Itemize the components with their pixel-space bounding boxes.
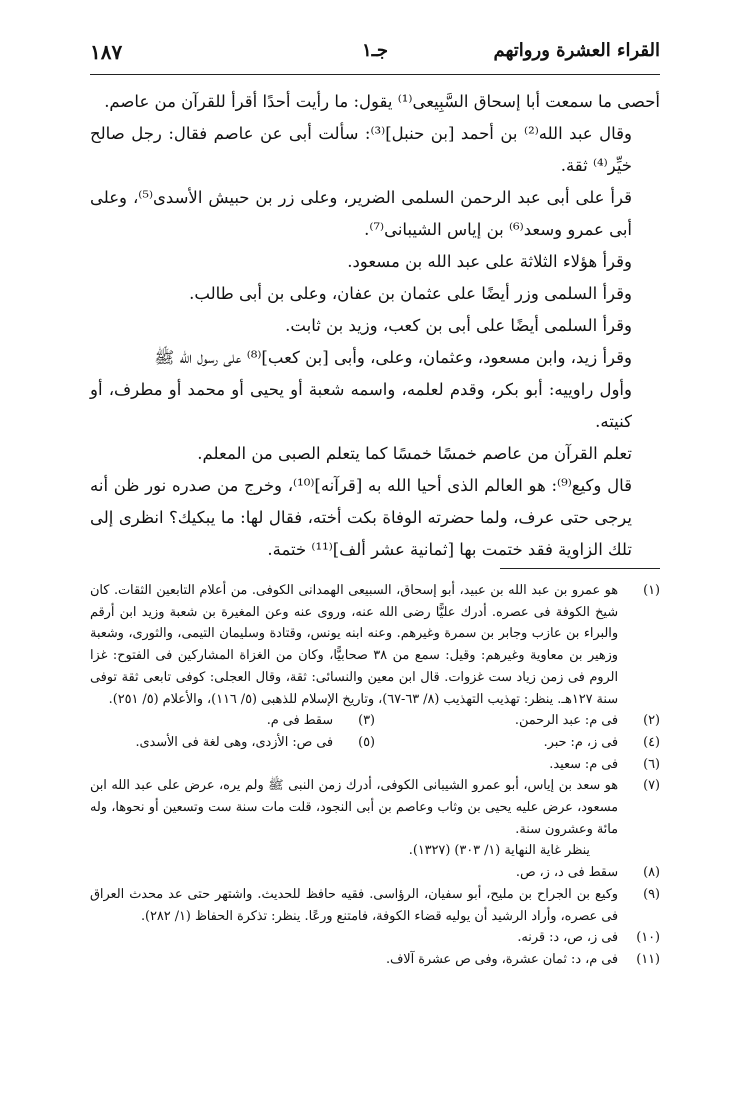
footnote-text: وكيع بن الجراح بن مليح، أبو سفيان، الرؤاسى. فقيه حافظ للحديث. واشتهر حتى عد محدث العراق فى عصره، وأراد الرشيد أن يوليه قضاء الكوفة، فامتنع ورعًا. ينظر: تذكرة الحفاظ (١/ ٢٨٢).	[90, 886, 618, 924]
paragraph: وقال عبد الله⁽²⁾ بن أحمد [بن حنبل]⁽³⁾: سألت أبى عن عاصم فقال: رجل صالح خيِّر⁽⁴⁾ ثقة.	[90, 124, 633, 175]
paragraph: أحصى ما سمعت أبا إسحاق السَّبِيعى⁽¹⁾ يقول: ما رأيت أحدًا أقرأ للقرآن من عاصم.	[104, 92, 660, 111]
book-title: القراء العشرة ورواتهم	[493, 40, 660, 61]
paragraph: وقرأ هؤلاء الثلاثة على عبد الله بن مسعود.	[347, 252, 632, 271]
paragraph: وأول راوييه: أبو بكر، وقدم لعلمه، واسمه شعبة أو يحيى أو محمد أو مطرف، أو كنيته.	[90, 380, 632, 431]
footnote-number: (١)	[643, 583, 660, 598]
paragraph: تعلم القرآن من عاصم خمسًا خمسًا كما يتعلم الصبى من المعلم.	[197, 444, 632, 463]
footnote-number: (٢)	[643, 713, 660, 729]
footnote-number: (١٠)	[636, 930, 660, 946]
footnote-number: (٤)	[643, 734, 660, 750]
paragraph: قرأ على أبى عبد الرحمن السلمى الضرير، وعلى زر بن حبيش الأسدى⁽⁵⁾، وعلى أبى عمرو وسعد⁽⁶⁾ بن إياس الشيبانى⁽⁷⁾.	[90, 188, 632, 239]
footnote	[90, 732, 375, 754]
footnote-text: هو عمرو بن عبد الله بن عبيد، أبو إسحاق، السبيعى الهمدانى الكوفى. من أعلام التابعين الثقات. كان شيخ الكوفة فى عصره. أدرك عليًّا رضى الله عنه، وروى عنه وعن المغيرة بن شعبة وزيد ابن أرقم والبراء بن عازب وجابر بن سمرة وغيرهم. وعنه ابنه يونس، وقتادة وسليمان التيمى، والثورى، وشعبة وزهير بن معاوية وغيرهم: وقيل: سمع من ٣٨ صحابيًّا، وكان من الغزاة المشاركين فى الفتوح: غزا الروم فى زمن زياد ست غزوات. قال ابن معين والنسائى: ثقة، وقال العجلى: كوفى تابعى ثقة توفى سنة ١٢٧هـ. ينظر: تهذيب التهذيب (٨/ ٦٣-٦٧)، وتاريخ الإسلام للذهبى (٥/ ١١٦)، والأعلام (٥/ ٢٥١).	[90, 583, 618, 707]
footnote	[90, 775, 660, 840]
footnote	[90, 927, 660, 949]
running-header	[90, 40, 660, 75]
footnote-row	[90, 732, 660, 754]
footnote	[90, 949, 660, 971]
footnote-text: فى ص: الأزدى، وهى لغة فى الأسدى.	[135, 734, 333, 750]
footnotes	[90, 580, 660, 971]
footnote	[90, 862, 660, 884]
footnote	[90, 710, 375, 732]
footnote-number: (٨)	[643, 865, 660, 881]
paragraph: وقرأ زيد، وابن مسعود، وعثمان، وعلى، وأبى [بن كعب]⁽⁸⁾ على رسول الله ﷺ	[154, 348, 632, 367]
footnote-text: فى ز، م: حبر.	[543, 734, 618, 750]
footnote-number: (٦)	[643, 756, 660, 772]
footnote-number: (٧)	[643, 778, 660, 794]
footnote-number: (١١)	[636, 951, 660, 967]
footnote-number: (٥)	[358, 734, 375, 750]
footnote	[90, 884, 660, 927]
paragraph: قال وكيع⁽⁹⁾: هو العالم الذى أحيا الله به [قرآنه]⁽¹⁰⁾، وخرج من صدره نور ظن أنه يرجى حتى عرف، ولما حضرته الوفاة بكت أخته، فقال لها: ما يبكيك؟ انظرى إلى تلك الزاوية فقد ختمت بها [ثمانية عشر ألف]⁽¹¹⁾ ختمة.	[90, 476, 632, 559]
footnote-text: فى م: عبد الرحمن.	[514, 713, 618, 729]
footnote	[90, 754, 660, 776]
paragraph: وقرأ السلمى وزر أيضًا على عثمان بن عفان، وعلى بن أبى طالب.	[189, 284, 632, 303]
footnote-divider	[500, 568, 660, 569]
footnote-text: سقط فى د، ز، ص.	[515, 865, 618, 881]
footnote	[90, 580, 660, 710]
footnote	[375, 732, 660, 754]
main-text	[90, 86, 660, 566]
footnote-number: (٣)	[358, 713, 375, 729]
paragraph: وقرأ السلمى أيضًا على أبى بن كعب، وزيد بن ثابت.	[285, 316, 632, 335]
footnote-row	[90, 710, 660, 732]
footnote-text: فى م: سعيد.	[549, 756, 618, 772]
page-number: ١٨٧	[90, 40, 123, 64]
footnote-text: سقط فى م.	[266, 713, 333, 729]
footnote	[375, 710, 660, 732]
footnote-text: فى ز، ص، د: قرنه.	[517, 930, 618, 946]
volume-label: جـ١	[361, 40, 389, 61]
footnote-reference: ينظر غاية النهاية (١/ ٣٠٣) (١٣٢٧).	[408, 843, 590, 859]
footnote-text: فى م، د: ثمان عشرة، وفى ص عشرة آلاف.	[385, 951, 618, 967]
footnote-text: هو سعد بن إياس، أبو عمرو الشيبانى الكوفى، أدرك زمن النبى ﷺ ولم يره، عرض على عبد الله ابن مسعود، عرض عليه يحيى بن وثاب وعاصم بن أبى النجود، قلت مات سنة ست وتسعين أو نحوها، وله مائة وعشرون سنة.	[90, 778, 618, 837]
footnote-number: (٩)	[643, 886, 660, 902]
